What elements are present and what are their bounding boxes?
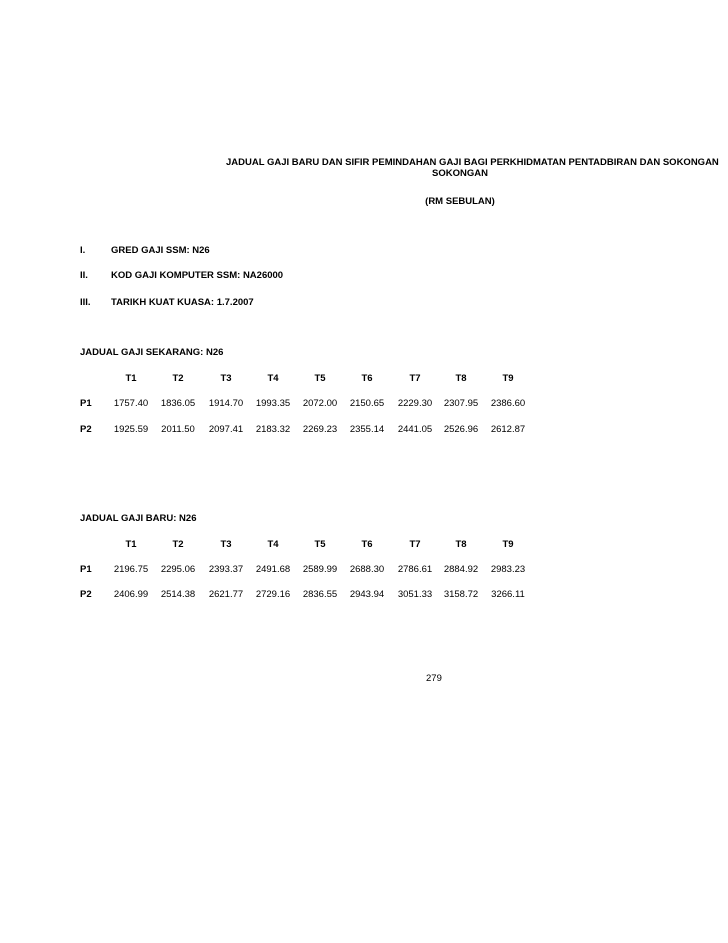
column-header: T6 bbox=[361, 539, 373, 550]
table-cell: 2514.38 bbox=[160, 589, 196, 600]
column-header: T4 bbox=[267, 373, 279, 384]
table-cell: 2072.00 bbox=[302, 398, 338, 409]
info-number-3: III. bbox=[80, 297, 91, 308]
table-cell: 2589.99 bbox=[302, 564, 338, 575]
column-header: T7 bbox=[409, 539, 421, 550]
info-effective-date: TARIKH KUAT KUASA: 1.7.2007 bbox=[111, 297, 254, 308]
table-cell: 2621.77 bbox=[208, 589, 244, 600]
table-cell: 2269.23 bbox=[302, 424, 338, 435]
info-salary-code: KOD GAJI KOMPUTER SSM: NA26000 bbox=[111, 270, 284, 281]
column-header: T1 bbox=[125, 539, 137, 550]
column-header: T1 bbox=[125, 373, 137, 384]
table-cell: 2307.95 bbox=[443, 398, 479, 409]
table-cell: 1914.70 bbox=[208, 398, 244, 409]
info-number-2: II. bbox=[80, 270, 88, 281]
table-cell: 2355.14 bbox=[349, 424, 385, 435]
table-cell: 2836.55 bbox=[302, 589, 338, 600]
column-header: T8 bbox=[455, 373, 467, 384]
table-cell: 1836.05 bbox=[160, 398, 196, 409]
row-label: P1 bbox=[80, 564, 92, 575]
table-cell: 2295.06 bbox=[160, 564, 196, 575]
table-cell: 2097.41 bbox=[208, 424, 244, 435]
unit-label: (RM SEBULAN) bbox=[425, 196, 495, 207]
table-cell: 2884.92 bbox=[443, 564, 479, 575]
column-header: T9 bbox=[502, 539, 514, 550]
info-grade: GRED GAJI SSM: N26 bbox=[111, 245, 210, 256]
current-table-title: JADUAL GAJI SEKARANG: N26 bbox=[80, 347, 224, 358]
table-cell: 3158.72 bbox=[443, 589, 479, 600]
table-cell: 2983.23 bbox=[490, 564, 526, 575]
info-number-1: I. bbox=[80, 245, 86, 256]
table-cell: 2729.16 bbox=[255, 589, 291, 600]
table-cell: 1925.59 bbox=[113, 424, 149, 435]
table-cell: 2386.60 bbox=[490, 398, 526, 409]
table-cell: 2229.30 bbox=[397, 398, 433, 409]
column-header: T2 bbox=[172, 539, 184, 550]
table-cell: 3051.33 bbox=[397, 589, 433, 600]
table-cell: 2943.94 bbox=[349, 589, 385, 600]
document-title-line1: JADUAL GAJI BARU DAN SIFIR PEMINDAHAN GAJI BAGI PERKHIDMATAN PENTADBIRAN DAN SOKONGAN bbox=[226, 157, 719, 168]
table-cell: 3266.11 bbox=[491, 589, 525, 600]
table-cell: 2406.99 bbox=[113, 589, 149, 600]
column-header: T2 bbox=[172, 373, 184, 384]
new-table-title: JADUAL GAJI BARU: N26 bbox=[80, 513, 197, 524]
table-cell: 2196.75 bbox=[113, 564, 149, 575]
row-label: P2 bbox=[80, 589, 92, 600]
table-cell: 2526.96 bbox=[443, 424, 479, 435]
column-header: T3 bbox=[220, 539, 232, 550]
column-header: T9 bbox=[502, 373, 514, 384]
table-cell: 1993.35 bbox=[255, 398, 291, 409]
table-cell: 2786.61 bbox=[397, 564, 433, 575]
column-header: T7 bbox=[409, 373, 421, 384]
table-cell: 2011.50 bbox=[161, 424, 195, 435]
table-cell: 2441.05 bbox=[397, 424, 433, 435]
table-cell: 2183.32 bbox=[255, 424, 291, 435]
column-header: T5 bbox=[314, 539, 326, 550]
table-cell: 2393.37 bbox=[208, 564, 244, 575]
column-header: T6 bbox=[361, 373, 373, 384]
column-header: T5 bbox=[314, 373, 326, 384]
document-title-line2: SOKONGAN bbox=[432, 168, 488, 179]
table-cell: 2150.65 bbox=[349, 398, 385, 409]
row-label: P2 bbox=[80, 424, 92, 435]
table-cell: 1757.40 bbox=[113, 398, 149, 409]
column-header: T3 bbox=[220, 373, 232, 384]
table-cell: 2612.87 bbox=[490, 424, 526, 435]
table-cell: 2688.30 bbox=[349, 564, 385, 575]
column-header: T8 bbox=[455, 539, 467, 550]
page-number: 279 bbox=[426, 673, 442, 684]
row-label: P1 bbox=[80, 398, 92, 409]
column-header: T4 bbox=[267, 539, 279, 550]
table-cell: 2491.68 bbox=[255, 564, 291, 575]
